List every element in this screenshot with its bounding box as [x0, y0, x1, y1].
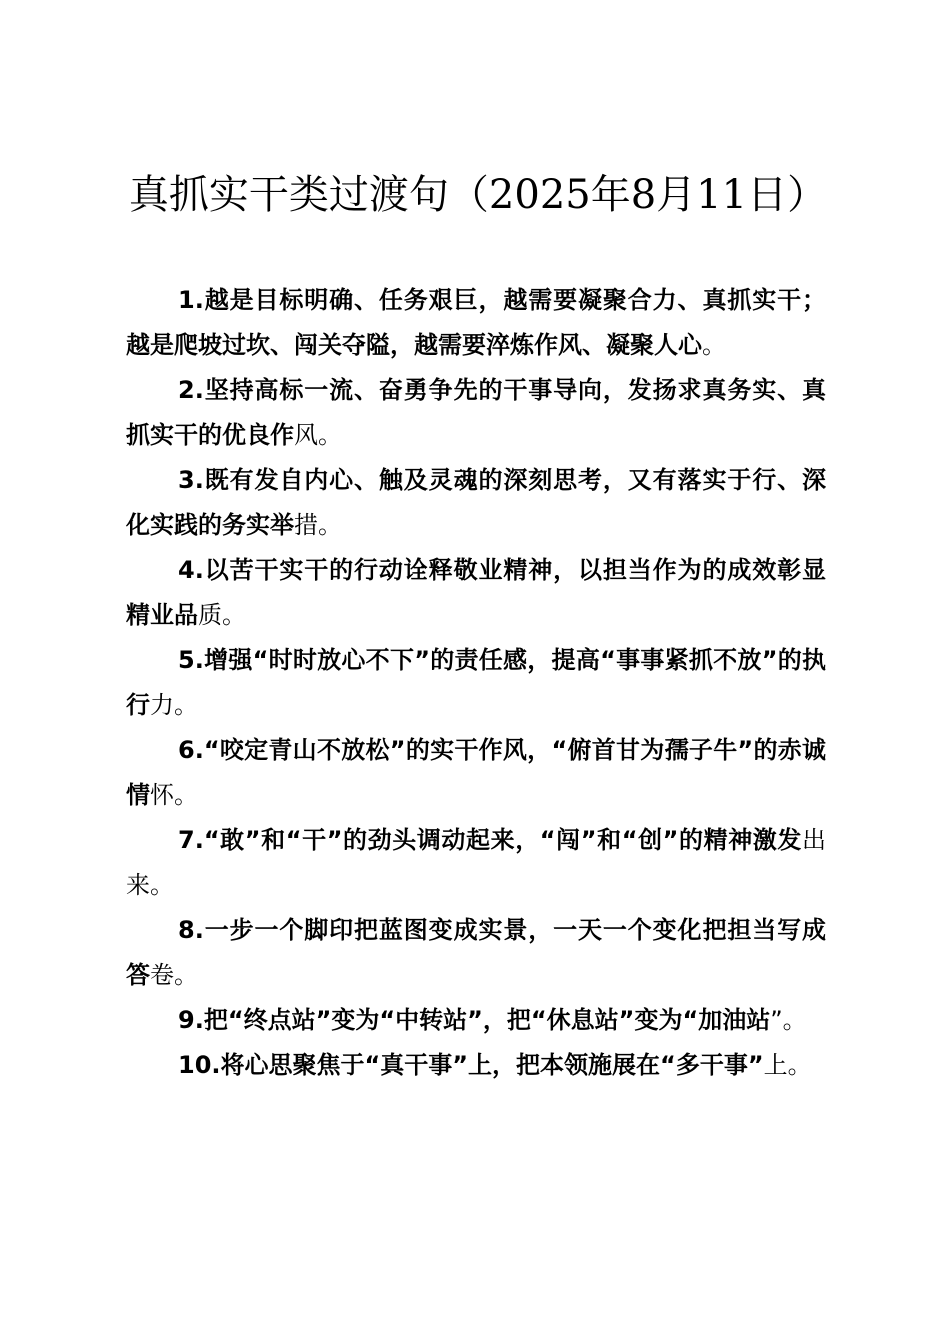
item-text: 4.以苦干实干的行动诠释敬业精神，以担当作为的成效彰显精业品	[126, 556, 826, 629]
item-text: 6.“咬定青山不放松”的实干作风，“俯首甘为孺子牛”的赤诚情	[126, 736, 826, 809]
item-text: 5.增强“时时放心不下”的责任感，提高“事事紧抓不放”的执行	[126, 646, 826, 719]
list-item	[126, 458, 826, 548]
list-item	[126, 368, 826, 458]
document-title: 真抓实干类过渡句（2025年8月11日）	[128, 172, 828, 218]
list-item	[126, 1043, 826, 1088]
item-text-tail: 风。	[294, 421, 342, 449]
transition-sentence-list	[126, 278, 826, 1088]
item-text-tail: 出来。	[126, 826, 826, 899]
item-text: 9.把“终点站”变为“中转站”，把“休息站”变为“加油站	[178, 1006, 771, 1034]
item-text: 3.既有发自内心、触及灵魂的深刻思考，又有落实于行、深化实践的务实举	[126, 466, 826, 539]
item-text-tail: 力。	[150, 691, 198, 719]
item-text-tail: 上。	[763, 1051, 812, 1079]
item-text-tail: 卷。	[150, 961, 198, 989]
list-item	[126, 818, 826, 908]
item-text: 10.将心思聚焦于“真干事”上，把本领施展在“多干事”	[178, 1051, 764, 1079]
item-text: 8.一步一个脚印把蓝图变成实景，一天一个变化把担当写成答	[126, 916, 826, 989]
list-item	[126, 638, 826, 728]
item-text-tail: 。	[702, 331, 726, 359]
item-text-tail: 措。	[294, 511, 342, 539]
item-text: 2.坚持高标一流、奋勇争先的干事导向，发扬求真务实、真抓实干的优良作	[126, 376, 826, 449]
list-item	[126, 548, 826, 638]
list-item	[126, 908, 826, 998]
item-text-tail: ”。	[770, 1006, 807, 1034]
item-text: 1.越是目标明确、任务艰巨，越需要凝聚合力、真抓实干；越是爬坡过坎、闯关夺隘，越需要淬炼作风、凝聚人心	[126, 286, 826, 359]
item-text-tail: 怀。	[150, 781, 198, 809]
list-item	[126, 278, 826, 368]
list-item	[126, 998, 826, 1043]
list-item	[126, 728, 826, 818]
item-text: 7.“敢”和“干”的劲头调动起来，“闯”和“创”的精神激发	[178, 826, 802, 854]
item-text-tail: 质。	[198, 601, 246, 629]
